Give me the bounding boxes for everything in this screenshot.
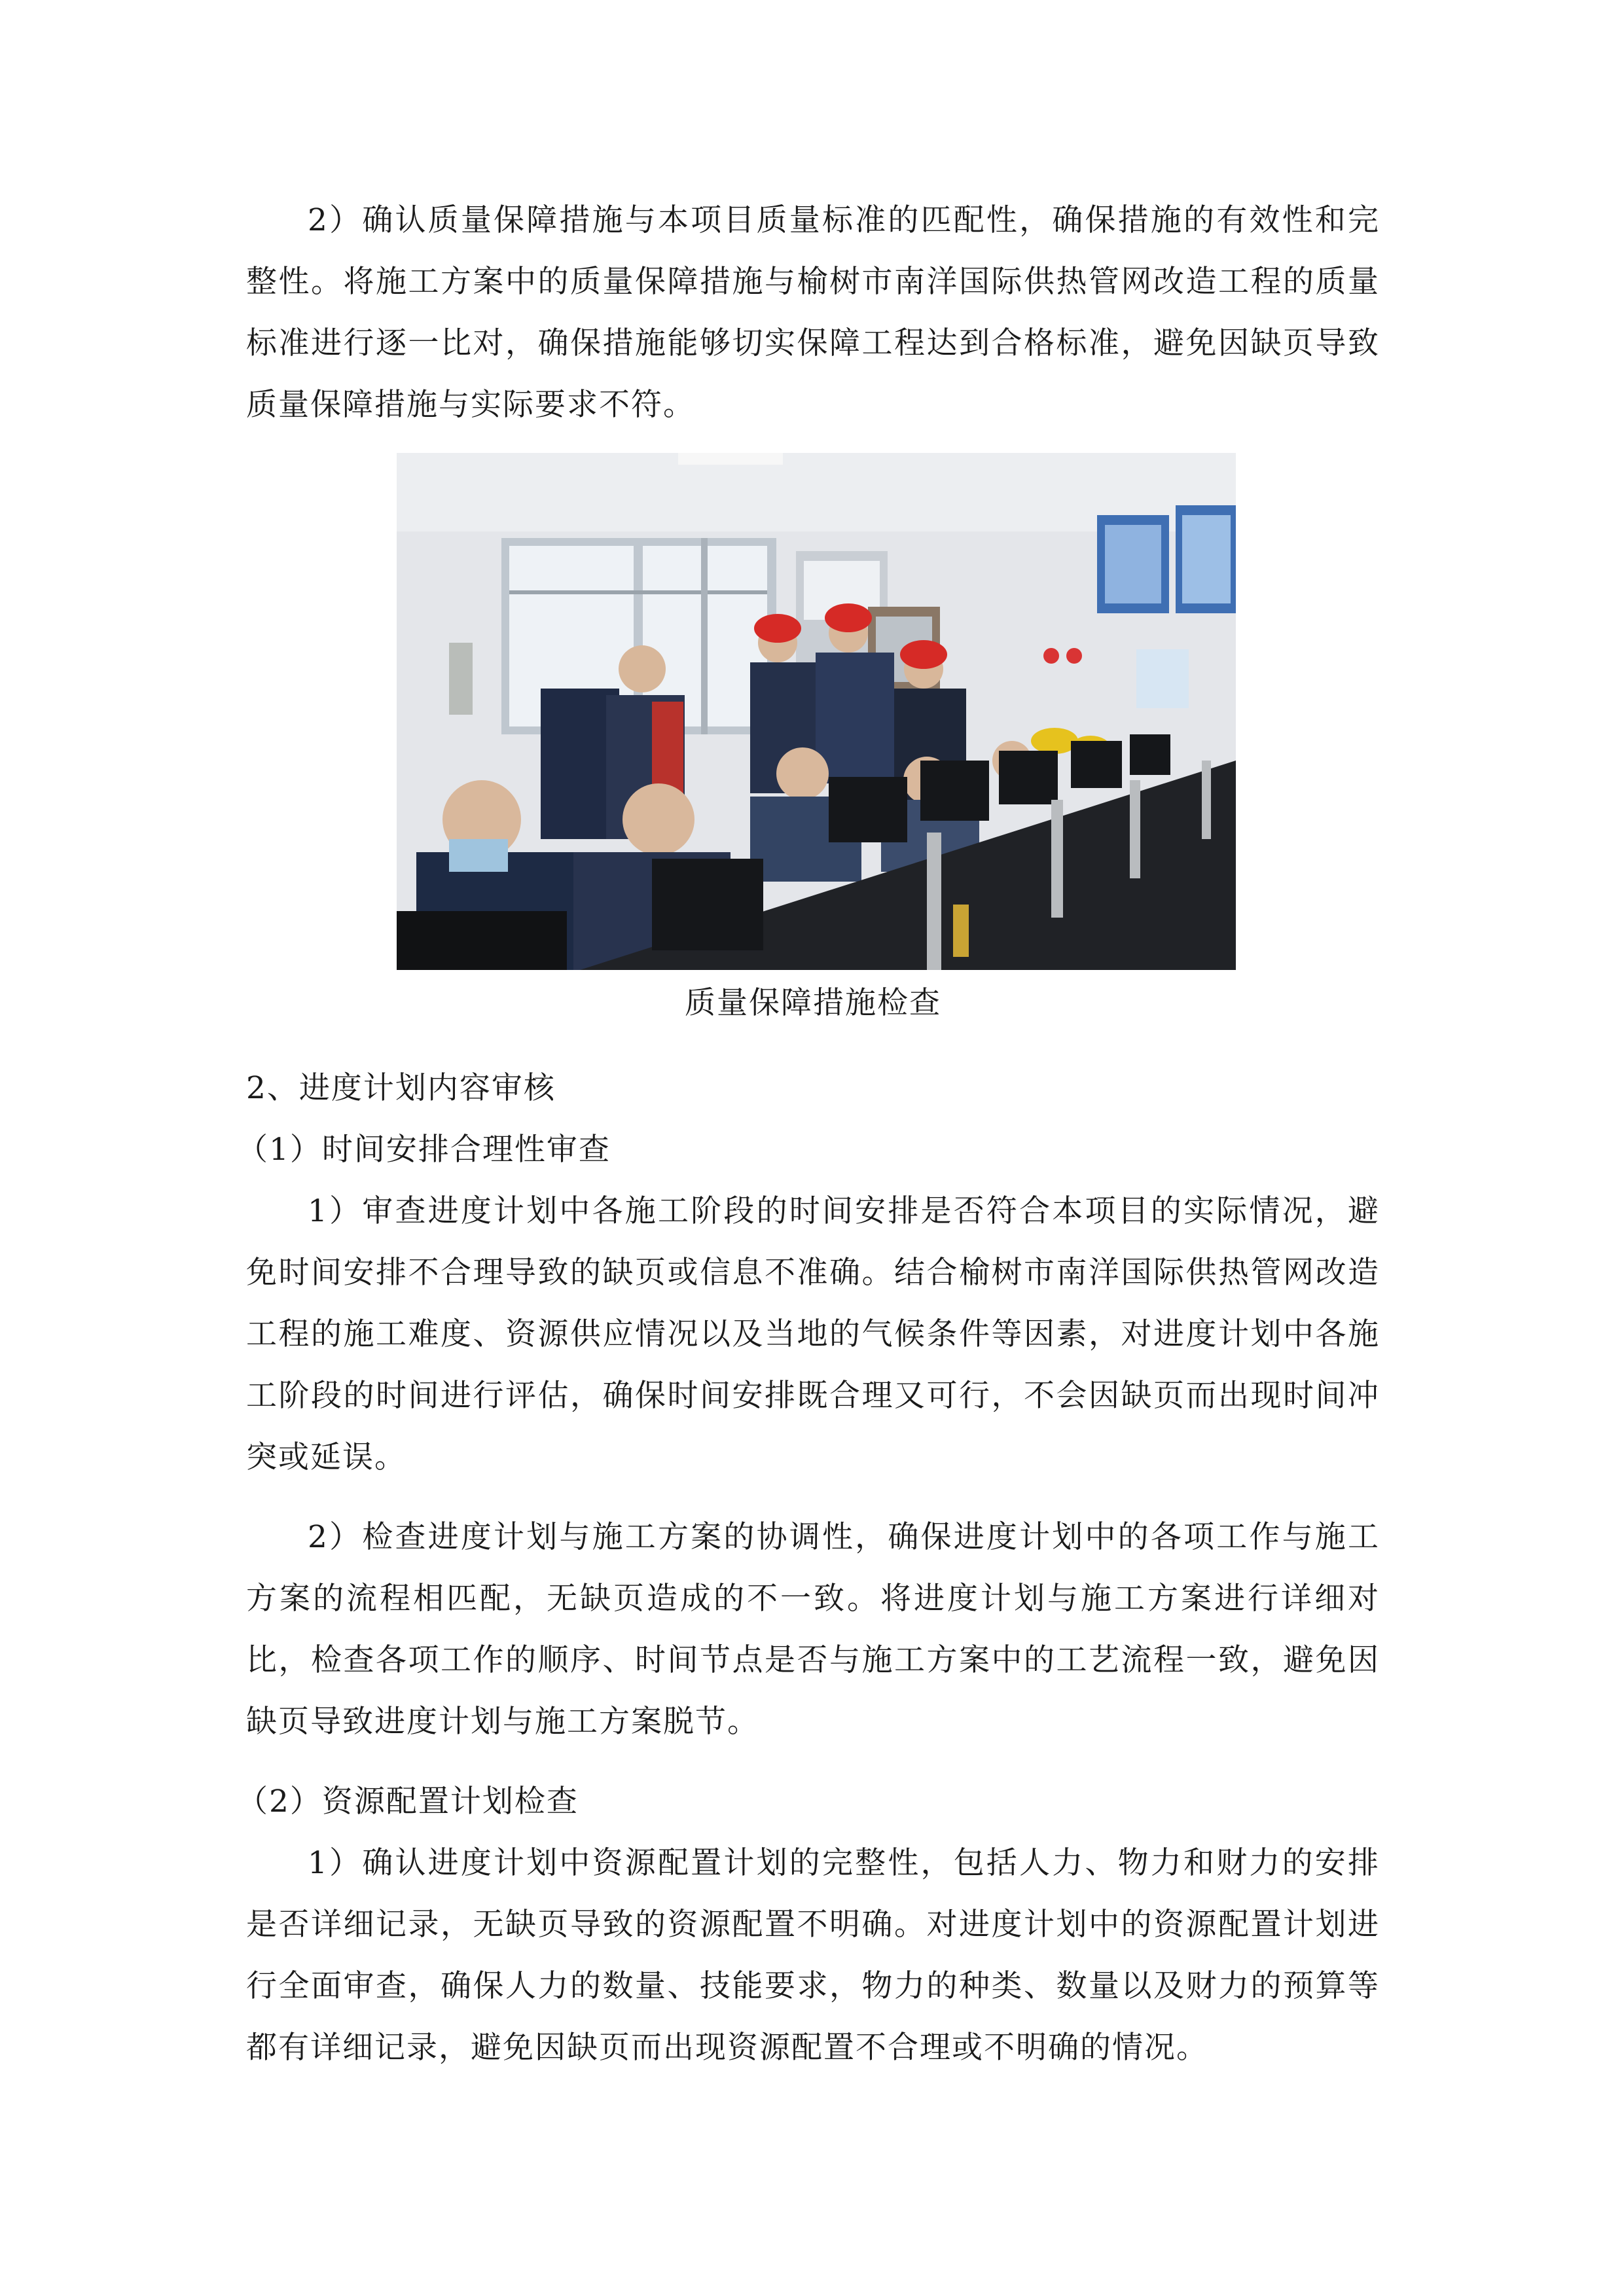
paragraph-resource-plan-completeness: 1）确认进度计划中资源配置计划的完整性，包括人力、物力和财力的安排是否详细记录，无缺页导致的资源配置不明确。对进度计划中的资源配置计划进行全面审查，确保人力的数量、技能要求，物力的种类、数量以及财力的预算等都有详细记录，避免因缺页而出现资源配置不合理或不明确的情况。 [246, 1845, 1380, 2066]
section-heading-schedule-review: 2、进度计划内容审核 [246, 1070, 556, 1106]
subsection-heading-resource-plan: （2）资源配置计划检查 [237, 1784, 579, 1820]
subsection-heading-time-arrangement: （1）时间安排合理性审查 [237, 1132, 611, 1168]
control-room-photo-icon [397, 453, 1236, 970]
paragraph-schedule-coordination: 2）检查进度计划与施工方案的协调性，确保进度计划中的各项工作与施工方案的流程相匹配，无缺页造成的不一致。将进度计划与施工方案进行详细对比，检查各项工作的顺序、时间节点是否与施工方案中的工艺流程一致，避免因缺页导致进度计划与施工方案脱节。 [246, 1519, 1380, 1740]
page-content [237, 190, 1380, 2079]
figure-caption: 质量保障措施检查 [685, 985, 941, 1021]
paragraph-quality-match: 2）确认质量保障措施与本项目质量标准的匹配性，确保措施的有效性和完整性。将施工方案中的质量保障措施与榆树市南洋国际供热管网改造工程的质量标准进行逐一比对，确保措施能够切实保障工程达到合格标准，避免因缺页导致质量保障措施与实际要求不符。 [246, 202, 1380, 423]
paragraph-time-arrangement-review: 1）审查进度计划中各施工阶段的时间安排是否符合本项目的实际情况，避免时间安排不合理导致的缺页或信息不准确。结合榆树市南洋国际供热管网改造工程的施工难度、资源供应情况以及当地的气候条件等因素，对进度计划中各施工阶段的时间进行评估，确保时间安排既合理又可行，不会因缺页而出现时间冲突或延误。 [246, 1193, 1380, 1475]
